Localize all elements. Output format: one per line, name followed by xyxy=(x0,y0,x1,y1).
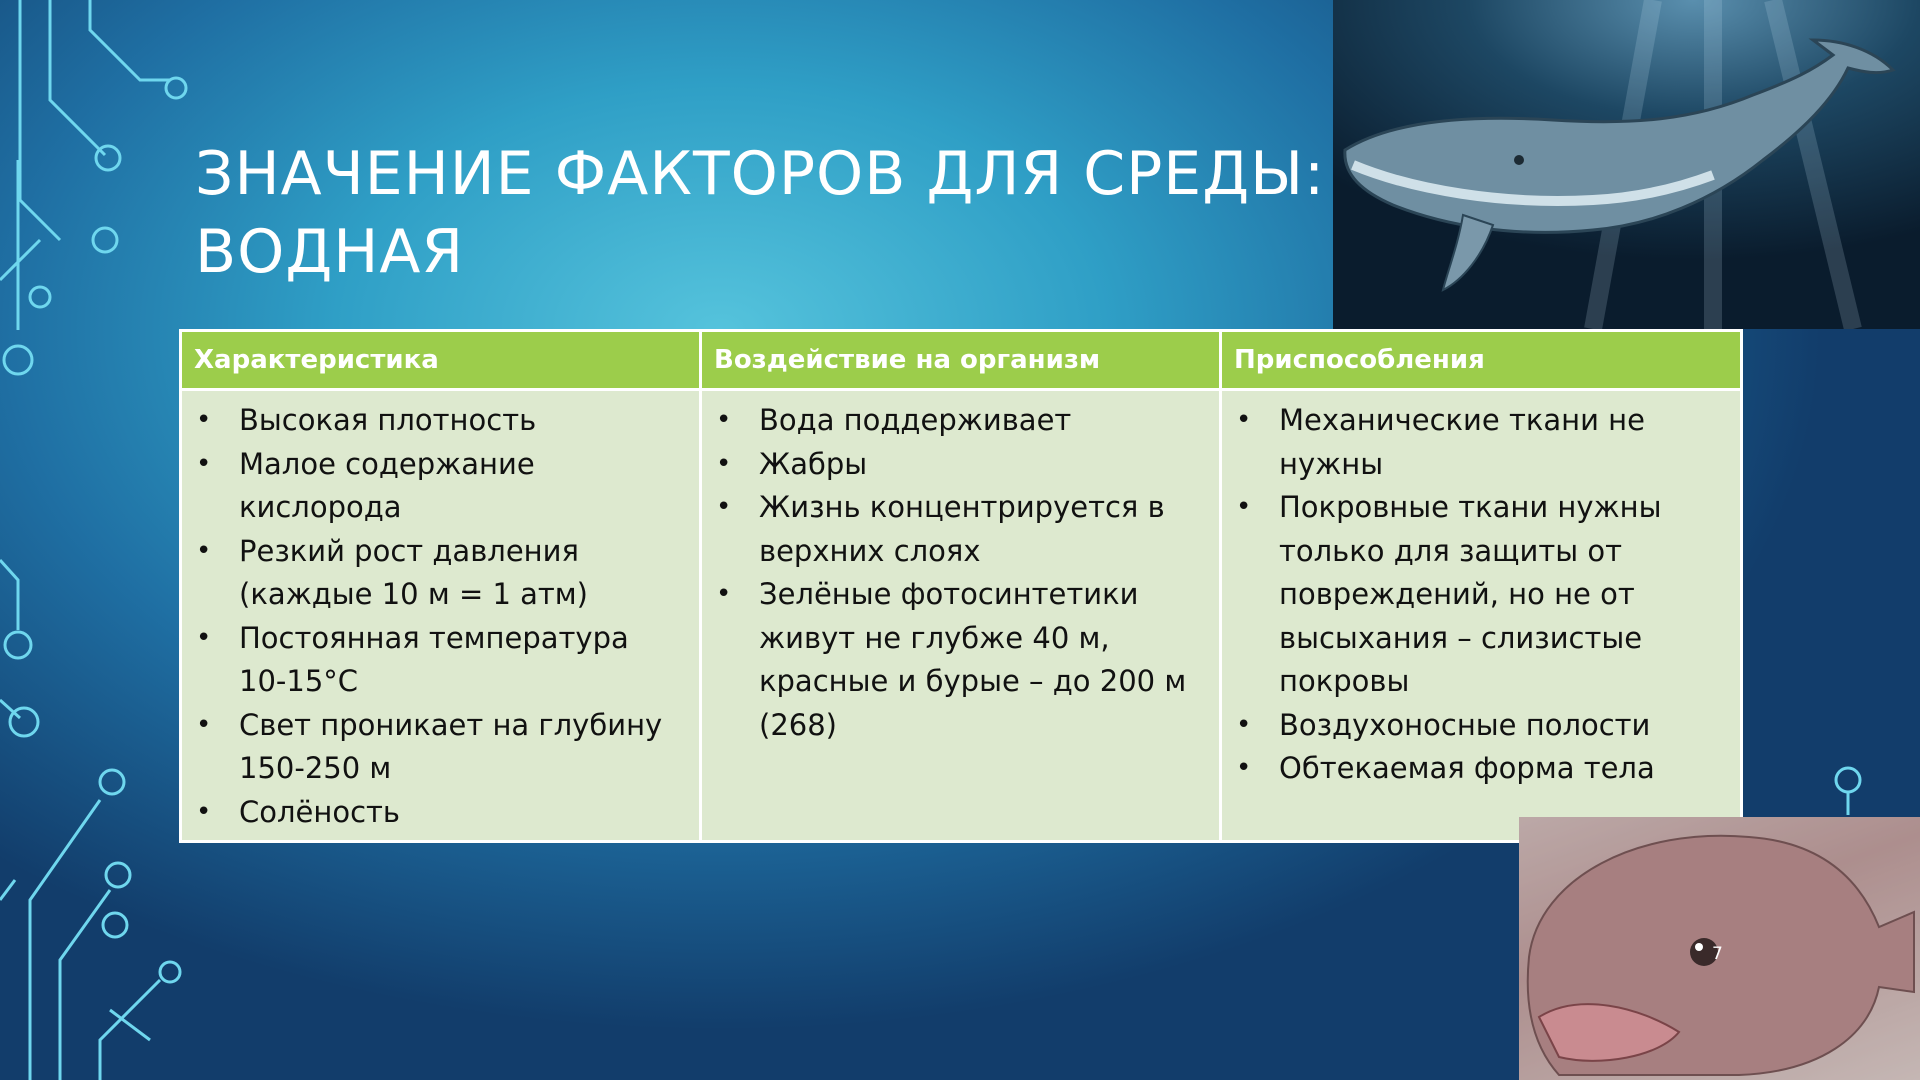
list-item: • Солёность xyxy=(192,791,685,835)
list-item: • Зелёные фотосинтетики живут не глубже 40 м, красные и бурые – до 200 м (268) xyxy=(712,573,1205,747)
cell-characteristics xyxy=(181,390,701,842)
list-item: • Постоянная температура 10-15°С xyxy=(192,617,685,704)
adaptations-list xyxy=(1232,399,1726,791)
list-item: • Свет проникает на глубину 150-250 м xyxy=(192,704,685,791)
list-item: • Покровные ткани нужны только для защиты от повреждений, но не от высыхания – слизистые покровы xyxy=(1232,486,1726,704)
header-impact: Воздействие на организм xyxy=(701,331,1221,390)
circuit-decoration-right xyxy=(1820,755,1920,815)
cell-impacts xyxy=(701,390,1221,842)
title-line-2: ВОДНАЯ xyxy=(195,217,465,287)
title-line-1: ЗНАЧЕНИЕ ФАКТОРОВ ДЛЯ СРЕДЫ: xyxy=(195,139,1326,209)
list-item: • Жабры xyxy=(712,443,1205,487)
list-item: • Резкий рост давления (каждые 10 м = 1 атм) xyxy=(192,530,685,617)
cell-adaptations xyxy=(1221,390,1742,842)
list-item: • Высокая плотность xyxy=(192,399,685,443)
whale-image xyxy=(1333,0,1920,329)
list-item: • Вода поддерживает xyxy=(712,399,1205,443)
impacts-list xyxy=(712,399,1205,747)
page-number: 7 xyxy=(1712,944,1723,964)
header-characteristic: Характеристика xyxy=(181,331,701,390)
table-header-row xyxy=(181,331,1742,390)
header-adaptations: Приспособления xyxy=(1221,331,1742,390)
slide-title xyxy=(195,135,1335,291)
list-item: • Механические ткани не нужны xyxy=(1232,399,1726,486)
list-item: • Малое содержание кислорода xyxy=(192,443,685,530)
list-item: • Обтекаемая форма тела xyxy=(1232,747,1726,791)
list-item: • Воздухоносные полости xyxy=(1232,704,1726,748)
whale-drawing xyxy=(1333,0,1920,329)
characteristics-list xyxy=(192,399,685,834)
list-item: • Жизнь концентрируется в верхних слоях xyxy=(712,486,1205,573)
table-row xyxy=(181,390,1742,842)
factors-table xyxy=(179,329,1743,843)
